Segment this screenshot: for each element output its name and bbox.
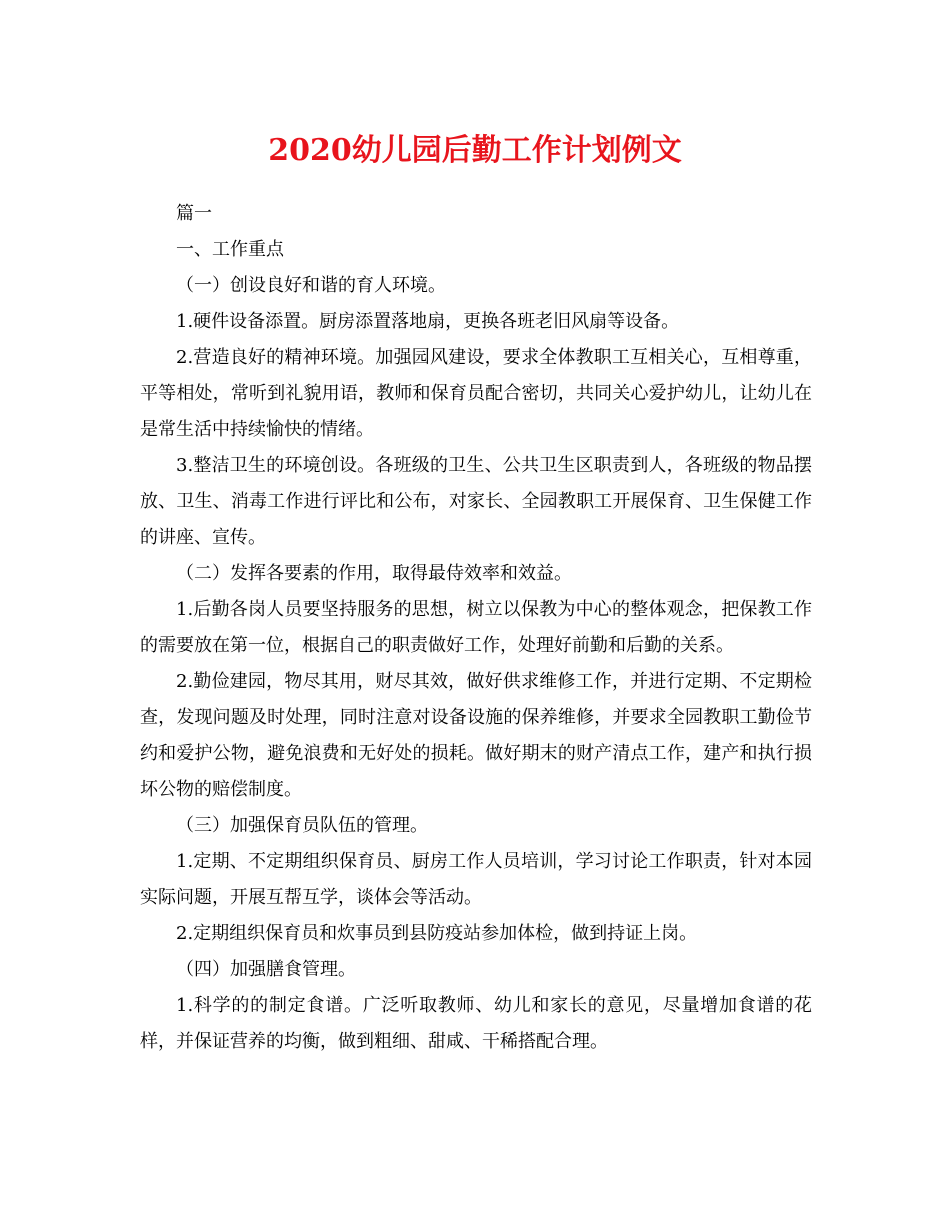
document-body	[140, 196, 812, 1060]
paragraph: 一、工作重点	[176, 239, 284, 260]
paragraph: （四）加强膳食管理。	[176, 959, 356, 980]
paragraph: 3.整洁卫生的环境创设。各班级的卫生、公共卫生区职责到人，各班级的物品摆放、卫生、消毒工作进行评比和公布，对家长、全园教职工开展保育、卫生保健工作的讲座、宣传。	[140, 455, 812, 548]
document-title: 2020幼儿园后勤工作计划例文	[268, 133, 682, 168]
paragraph: （一）创设良好和谐的育人环境。	[176, 275, 446, 296]
paragraph: 1.定期、不定期组织保育员、厨房工作人员培训，学习讨论工作职责，针对本园实际问题，开展互帮互学，谈体会等活动。	[140, 851, 812, 908]
paragraph: （三）加强保育员队伍的管理。	[176, 815, 428, 836]
paragraph: 2.营造良好的精神环境。加强园风建设，要求全体教职工互相关心，互相尊重，平等相处，常听到礼貌用语，教师和保育员配合密切，共同关心爱护幼儿，让幼儿在是常生活中持续愉快的情绪。	[140, 347, 812, 440]
paragraph: 2.勤俭建园，物尽其用，财尽其效，做好供求维修工作，并进行定期、不定期检查，发现问题及时处理，同时注意对设备设施的保养维修，并要求全园教职工勤俭节约和爱护公物，避免浪费和无好处的损耗。做好期末的财产清点工作，建产和执行损坏公物的赔偿制度。	[140, 671, 812, 800]
paragraph: 1.后勤各岗人员要坚持服务的思想，树立以保教为中心的整体观念，把保教工作的需要放在第一位，根据自己的职责做好工作，处理好前勤和后勤的关系。	[140, 599, 812, 656]
paragraph: 2.定期组织保育员和炊事员到县防疫站参加体检，做到持证上岗。	[176, 923, 698, 944]
paragraph: 1.硬件设备添置。厨房添置落地扇，更换各班老旧风扇等设备。	[176, 311, 680, 332]
paragraph: 1.科学的的制定食谱。广泛听取教师、幼儿和家长的意见，尽量增加食谱的花样，并保证营养的均衡，做到粗细、甜咸、干稀搭配合理。	[140, 995, 812, 1052]
paragraph: （二）发挥各要素的作用，取得最侍效率和效益。	[176, 563, 572, 584]
paragraph: 篇一	[176, 203, 212, 224]
